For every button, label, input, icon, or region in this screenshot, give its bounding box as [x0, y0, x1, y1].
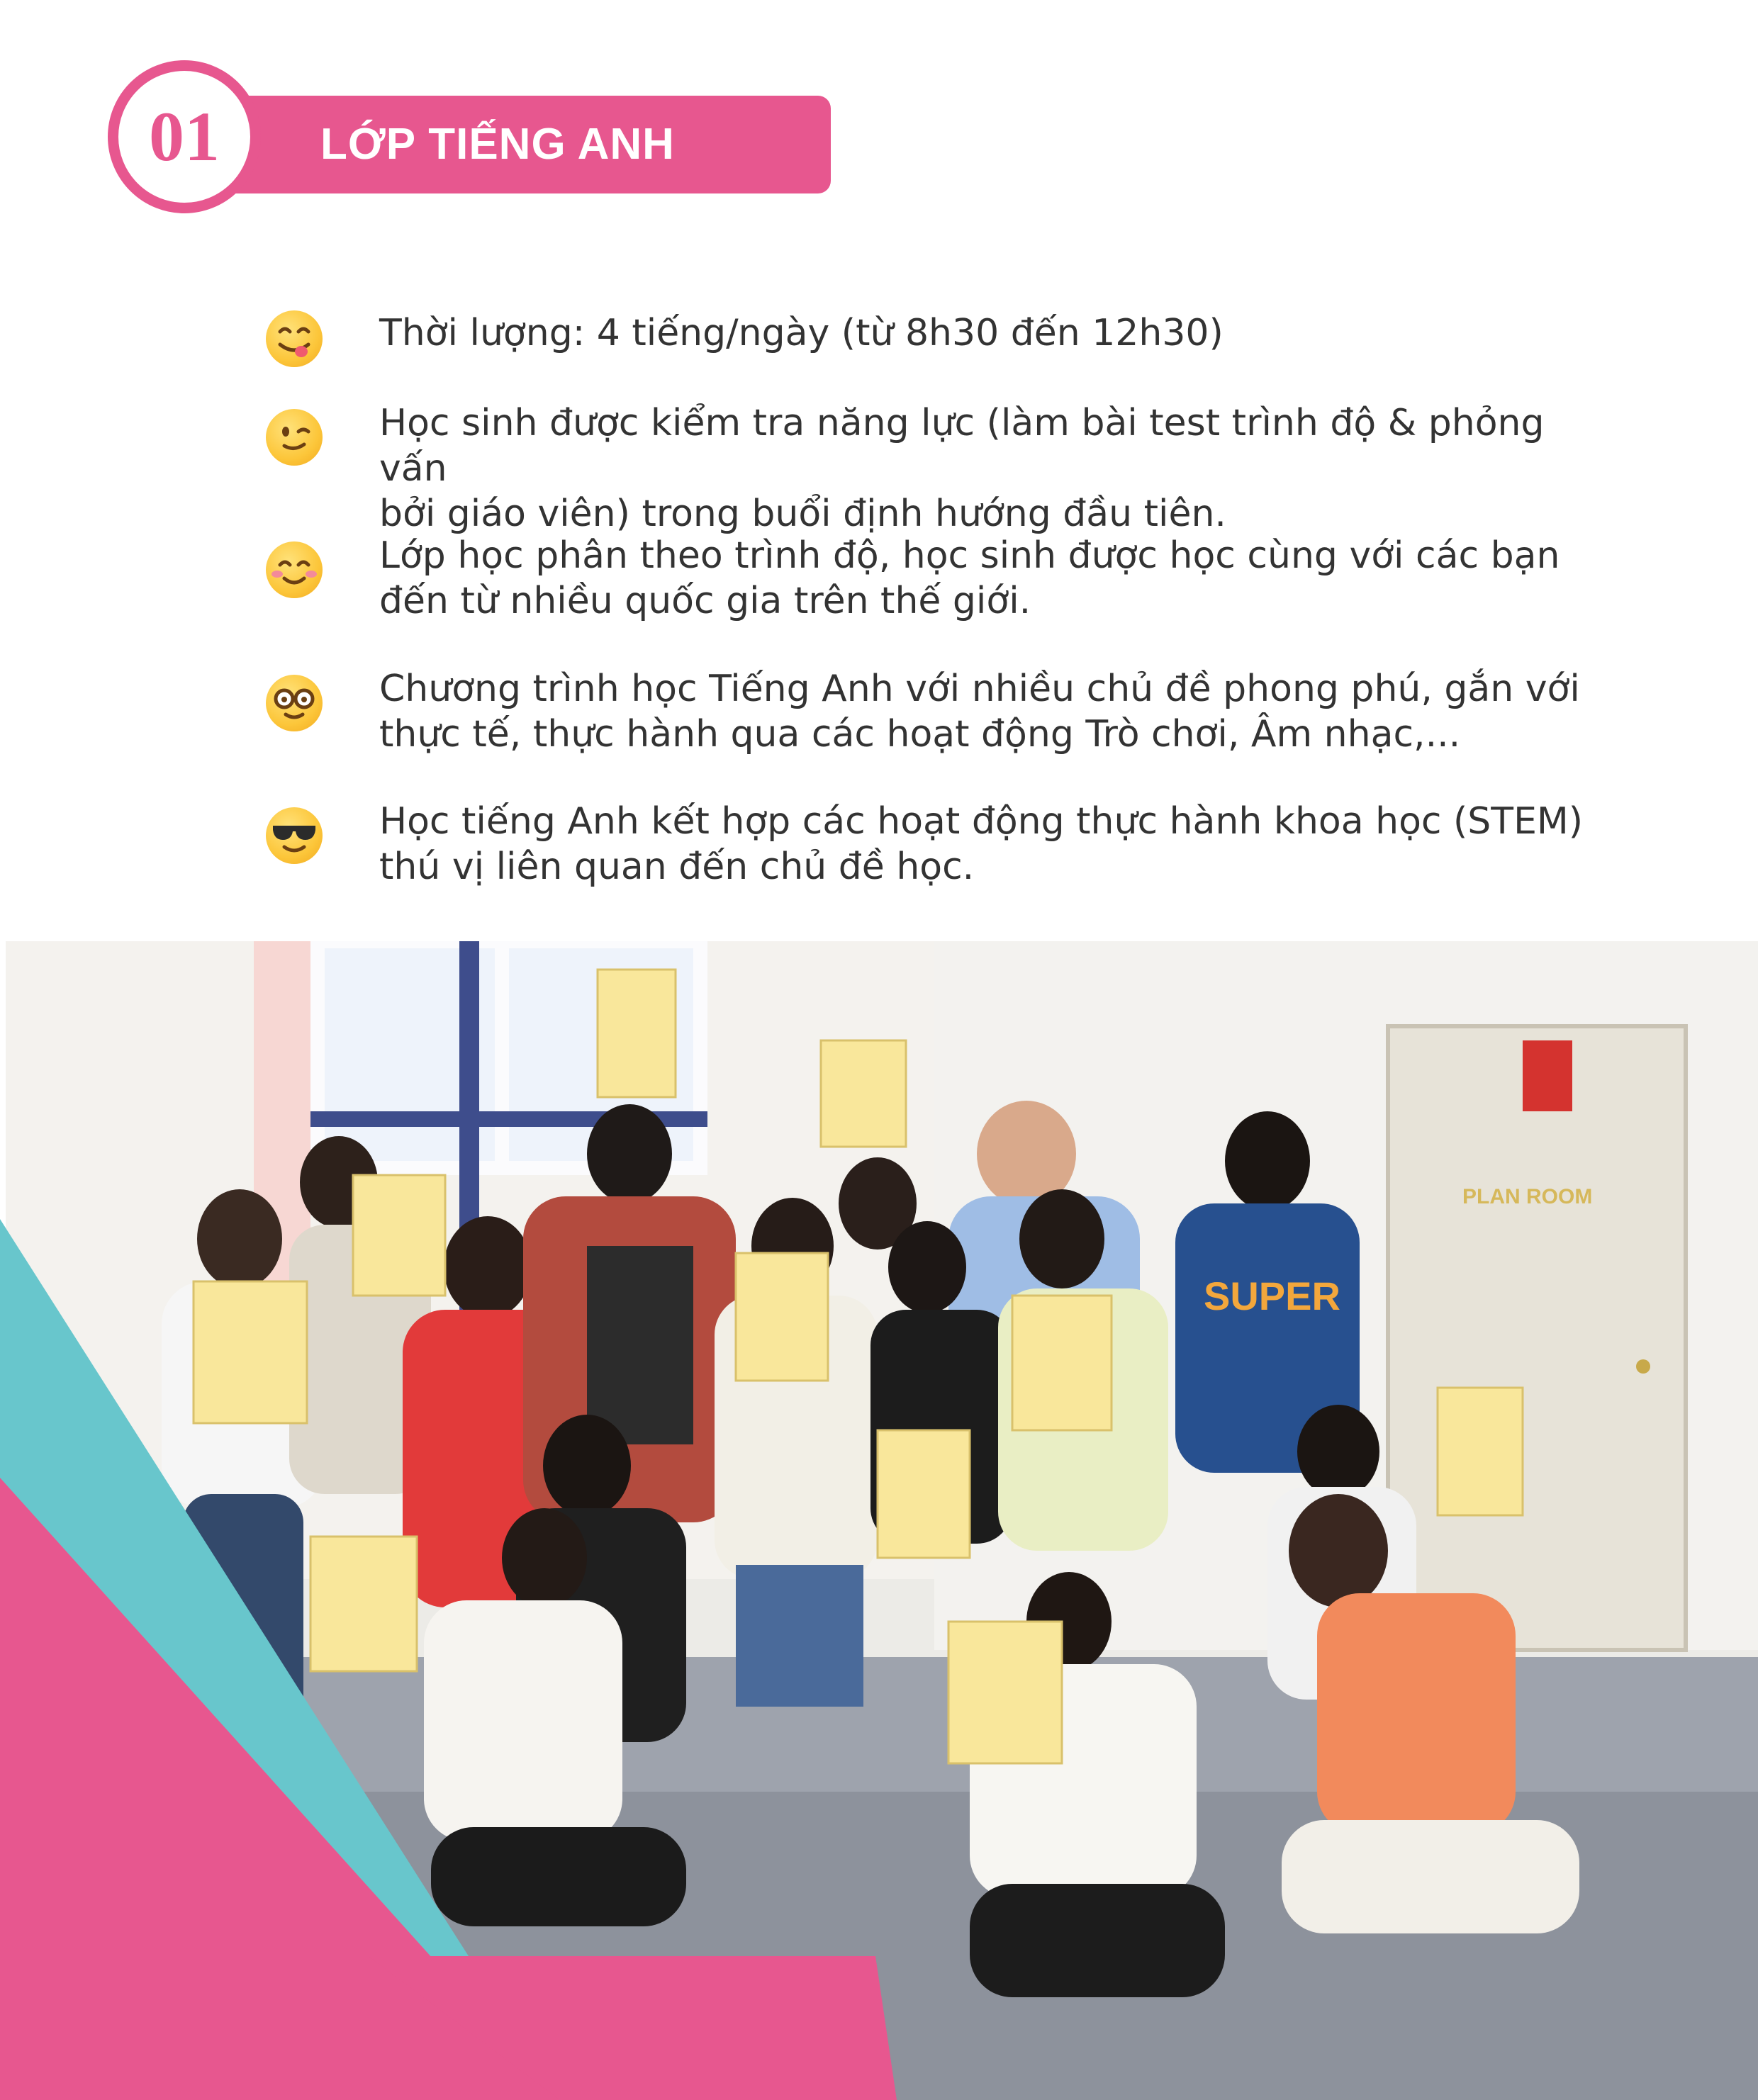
- bullet-text: [379, 533, 1584, 624]
- shirt-print: SUPER: [1204, 1274, 1340, 1318]
- bullet-line: bởi giáo viên) trong buổi định hướng đầu tiên.: [379, 493, 1226, 535]
- bullet-line: thực tế, thực hành qua các hoạt động Trò chơi, Âm nhạc,...: [379, 713, 1461, 756]
- bullet-line: đến từ nhiều quốc gia trên thế giới.: [379, 580, 1031, 622]
- bullet-line: Chương trình học Tiếng Anh với nhiều chủ đề phong phú, gắn với: [379, 668, 1580, 710]
- bullet-text: [379, 799, 1584, 889]
- bullet-text: [379, 310, 1584, 356]
- winking-face-icon: [266, 409, 323, 466]
- yummy-face-icon: [266, 310, 323, 367]
- section-title: LỚP TIẾNG ANH: [320, 120, 675, 169]
- section-title-bar: [227, 96, 831, 193]
- bullet-text: [379, 666, 1584, 757]
- bullet-line: Lớp học phân theo trình độ, học sinh được học cùng với các bạn: [379, 534, 1560, 577]
- door-sign: PLAN ROOM: [1462, 1185, 1593, 1208]
- section-number: 01: [149, 97, 220, 176]
- sunglasses-face-icon: [266, 807, 323, 864]
- bullet-line: thú vị liên quan đến chủ đề học.: [379, 846, 975, 888]
- nerd-glasses-face-icon: [266, 675, 323, 731]
- bullet-line: Học tiếng Anh kết hợp các hoạt động thực hành khoa học (STEM): [379, 800, 1584, 843]
- class-group-photo: [6, 941, 1758, 2100]
- bullet-line: Học sinh được kiểm tra năng lực (làm bài test trình độ & phỏng vấn: [379, 402, 1545, 490]
- smiling-blush-face-icon: [266, 541, 323, 598]
- section-header: [0, 0, 1758, 283]
- section-number-badge: [108, 60, 261, 213]
- bullet-line: Thời lượng: 4 tiếng/ngày (từ 8h30 đến 12h30): [379, 312, 1224, 354]
- bullet-text: [379, 400, 1584, 537]
